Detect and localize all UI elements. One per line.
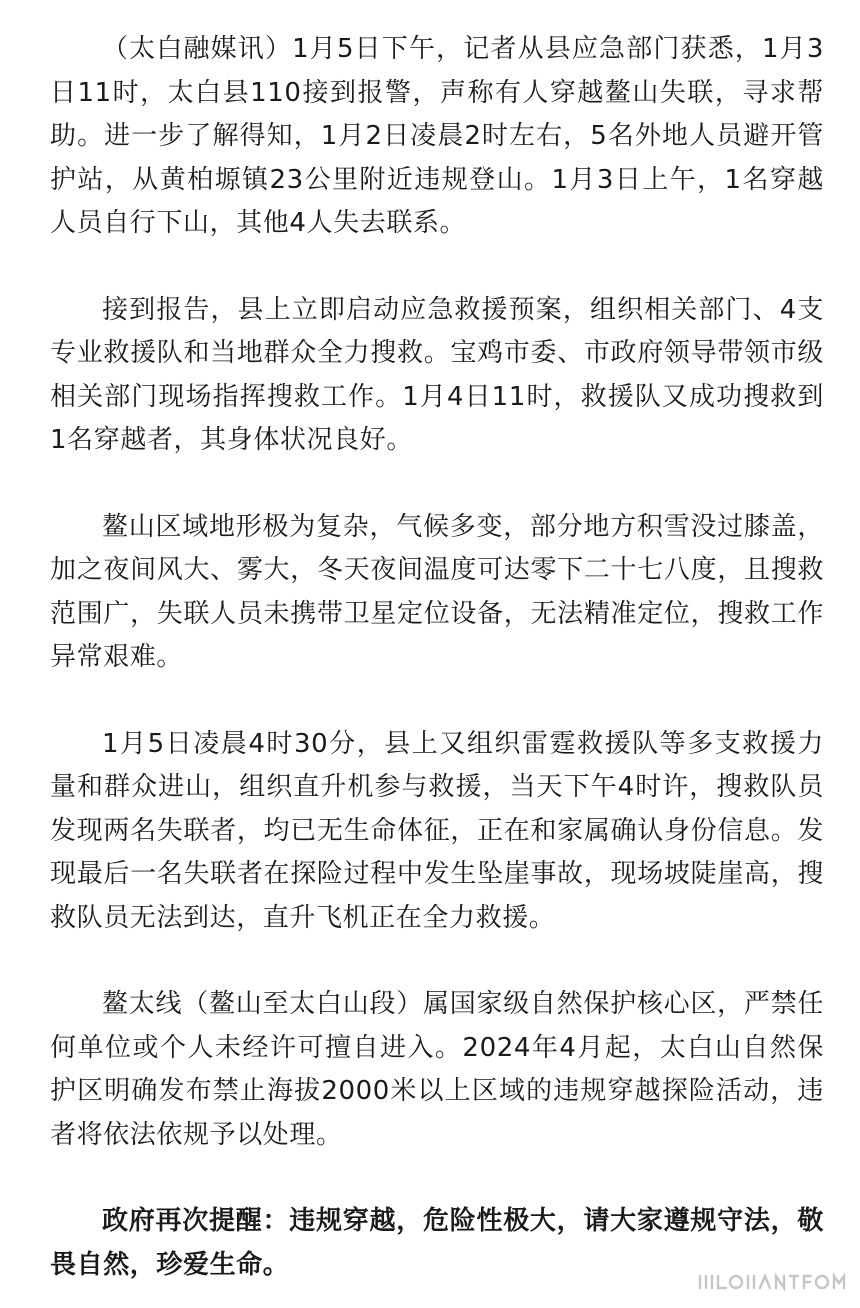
government-warning: 政府再次提醒：违规穿越，危险性极大，请大家遵规守法，敬畏自然，珍爱生命。: [50, 1206, 824, 1280]
watermark-logo-icon: [696, 1270, 846, 1294]
paragraph-5: 鳌太线（鳌山至太白山段）属国家级自然保护核心区，严禁任何单位或个人未经许可擅自进入。2024年4月起，太白山自然保护区明确发布禁止海拔2000米以上区域的违规穿越探险活动，违者将依法依规予以处理。: [50, 989, 824, 1150]
article-body: [50, 28, 824, 1287]
paragraph-2: 接到报告，县上立即启动应急救援预案，组织相关部门、4支专业救援队和当地群众全力搜救。宝鸡市委、市政府领导带领市级相关部门现场指挥搜救工作。1月4日11时，救援队又成功搜救到1名穿越者，其身体状况良好。: [50, 294, 824, 455]
paragraph-3: 鳌山区域地形极为复杂，气候多变，部分地方积雪没过膝盖，加之夜间风大、雾大，冬天夜间温度可达零下二十七八度，且搜救范围广，失联人员未携带卫星定位设备，无法精准定位，搜救工作异常艰难。: [50, 511, 824, 672]
paragraph-4: 1月5日凌晨4时30分，县上又组织雷霆救援队等多支救援力量和群众进山，组织直升机参与救援，当天下午4时许，搜救队员发现两名失联者，均已无生命体征，正在和家属确认身份信息。发现最后一名失联者在探险过程中发生坠崖事故，现场坡陡崖高，搜救队员无法到达，直升飞机正在全力救援。: [50, 728, 824, 933]
paragraph-1: （太白融媒讯）1月5日下午，记者从县应急部门获悉，1月3日11时，太白县110接到报警，声称有人穿越鳌山失联，寻求帮助。进一步了解得知，1月2日凌晨2时左右，5名外地人员避开管护站，从黄柏塬镇23公里附近违规登山。1月3日上午，1名穿越人员自行下山，其他4人失去联系。: [50, 34, 824, 238]
platform-watermark-logo-icon: [696, 1270, 846, 1294]
